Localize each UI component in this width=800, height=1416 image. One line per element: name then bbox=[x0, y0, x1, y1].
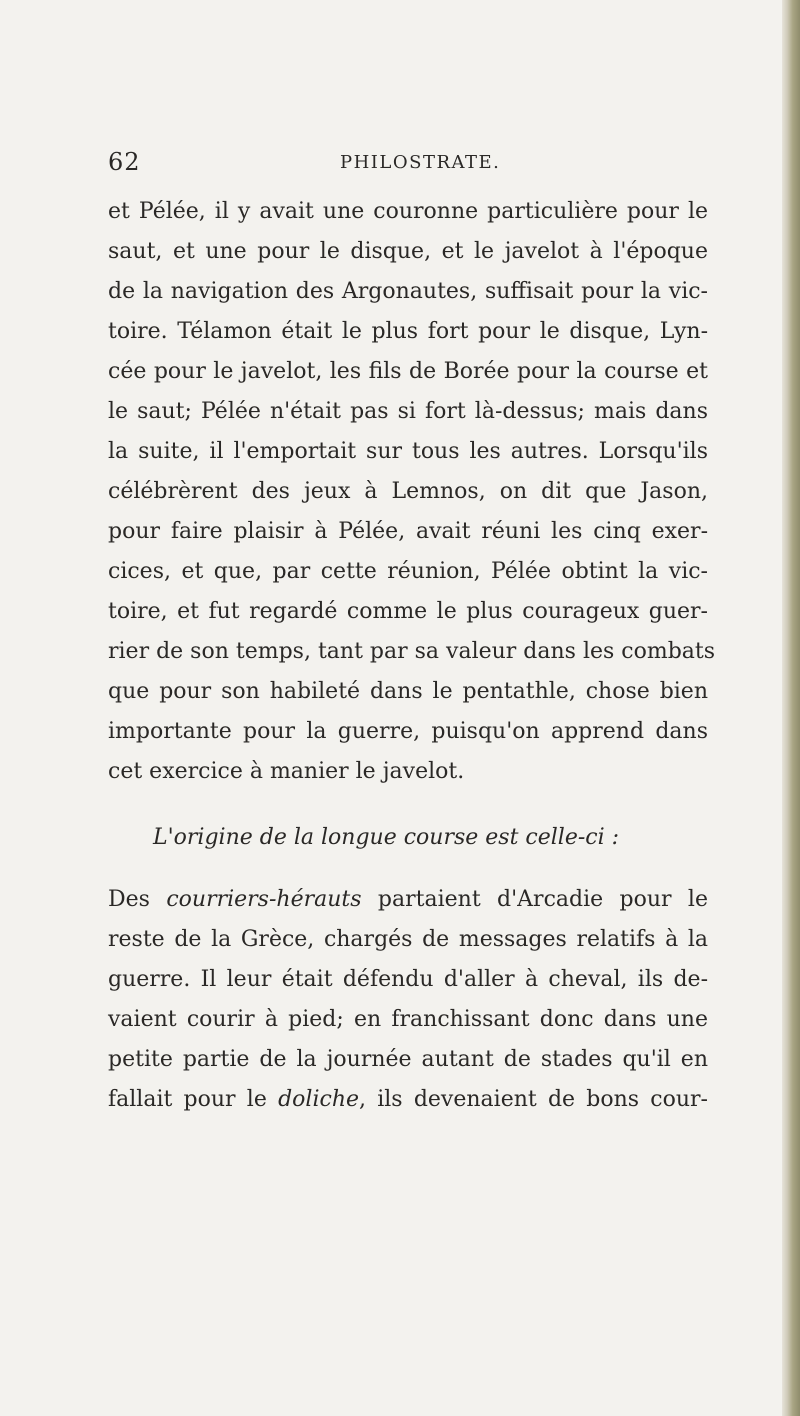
text-line: cet exercice à manier le javelot. bbox=[108, 759, 465, 784]
text-line: cices, et que, par cette réunion, Pélée obtint la vic- bbox=[108, 559, 708, 584]
text-line: reste de la Grèce, chargés de messages relatifs à la bbox=[108, 927, 708, 952]
text-run: , ils devenaient de bons cour- bbox=[359, 1087, 708, 1112]
text-line: célébrèrent des jeux à Lemnos, on dit que Jason, bbox=[108, 479, 708, 504]
text-line: toire. Télamon était le plus fort pour le disque, Lyn- bbox=[108, 319, 708, 344]
text-line: et Pélée, il y avait une couronne particulière pour le bbox=[108, 199, 708, 224]
text-line bbox=[108, 880, 708, 920]
text-line: la suite, il l'emportait sur tous les autres. Lorsqu'ils bbox=[108, 439, 708, 464]
text-line: rier de son temps, tant par sa valeur dans les combats bbox=[108, 639, 716, 664]
text-line: que pour son habileté dans le pentathle, chose bien bbox=[108, 679, 708, 704]
running-head: PHILOSTRATE. bbox=[340, 152, 501, 173]
page-number: 62 bbox=[108, 148, 141, 176]
italic-term: doliche bbox=[278, 1087, 360, 1112]
text-run: partaient d'Arcadie pour le bbox=[361, 887, 708, 912]
paragraph-1 bbox=[108, 192, 716, 792]
paragraph-2 bbox=[108, 880, 708, 1120]
book-spine-edge bbox=[782, 0, 800, 1416]
text-line: toire, et fut regardé comme le plus courageux guer- bbox=[108, 599, 708, 624]
text-line: de la navigation des Argonautes, suffisait pour la vic- bbox=[108, 279, 708, 304]
text-run: fallait pour le bbox=[108, 1087, 279, 1112]
text-line: cée pour le javelot, les fils de Borée pour la course et bbox=[108, 359, 708, 384]
text-line: le saut; Pélée n'était pas si fort là-dessus; mais dans bbox=[108, 399, 708, 424]
text-line bbox=[108, 1080, 708, 1120]
text-line: guerre. Il leur était défendu d'aller à cheval, ils de- bbox=[108, 967, 708, 992]
text-run: Des bbox=[108, 887, 167, 912]
text-line: saut, et une pour le disque, et le javelot à l'époque bbox=[108, 239, 708, 264]
text-line: vaient courir à pied; en franchissant donc dans une bbox=[108, 1007, 708, 1032]
italic-term: courriers-hérauts bbox=[166, 887, 362, 912]
text-line: importante pour la guerre, puisqu'on apprend dans bbox=[108, 719, 708, 744]
text-line: petite partie de la journée autant de stades qu'il en bbox=[108, 1047, 708, 1072]
text-line: pour faire plaisir à Pélée, avait réuni les cinq exer- bbox=[108, 519, 708, 544]
section-title: L'origine de la longue course est celle-ci : bbox=[153, 825, 620, 850]
page-header bbox=[108, 148, 708, 184]
